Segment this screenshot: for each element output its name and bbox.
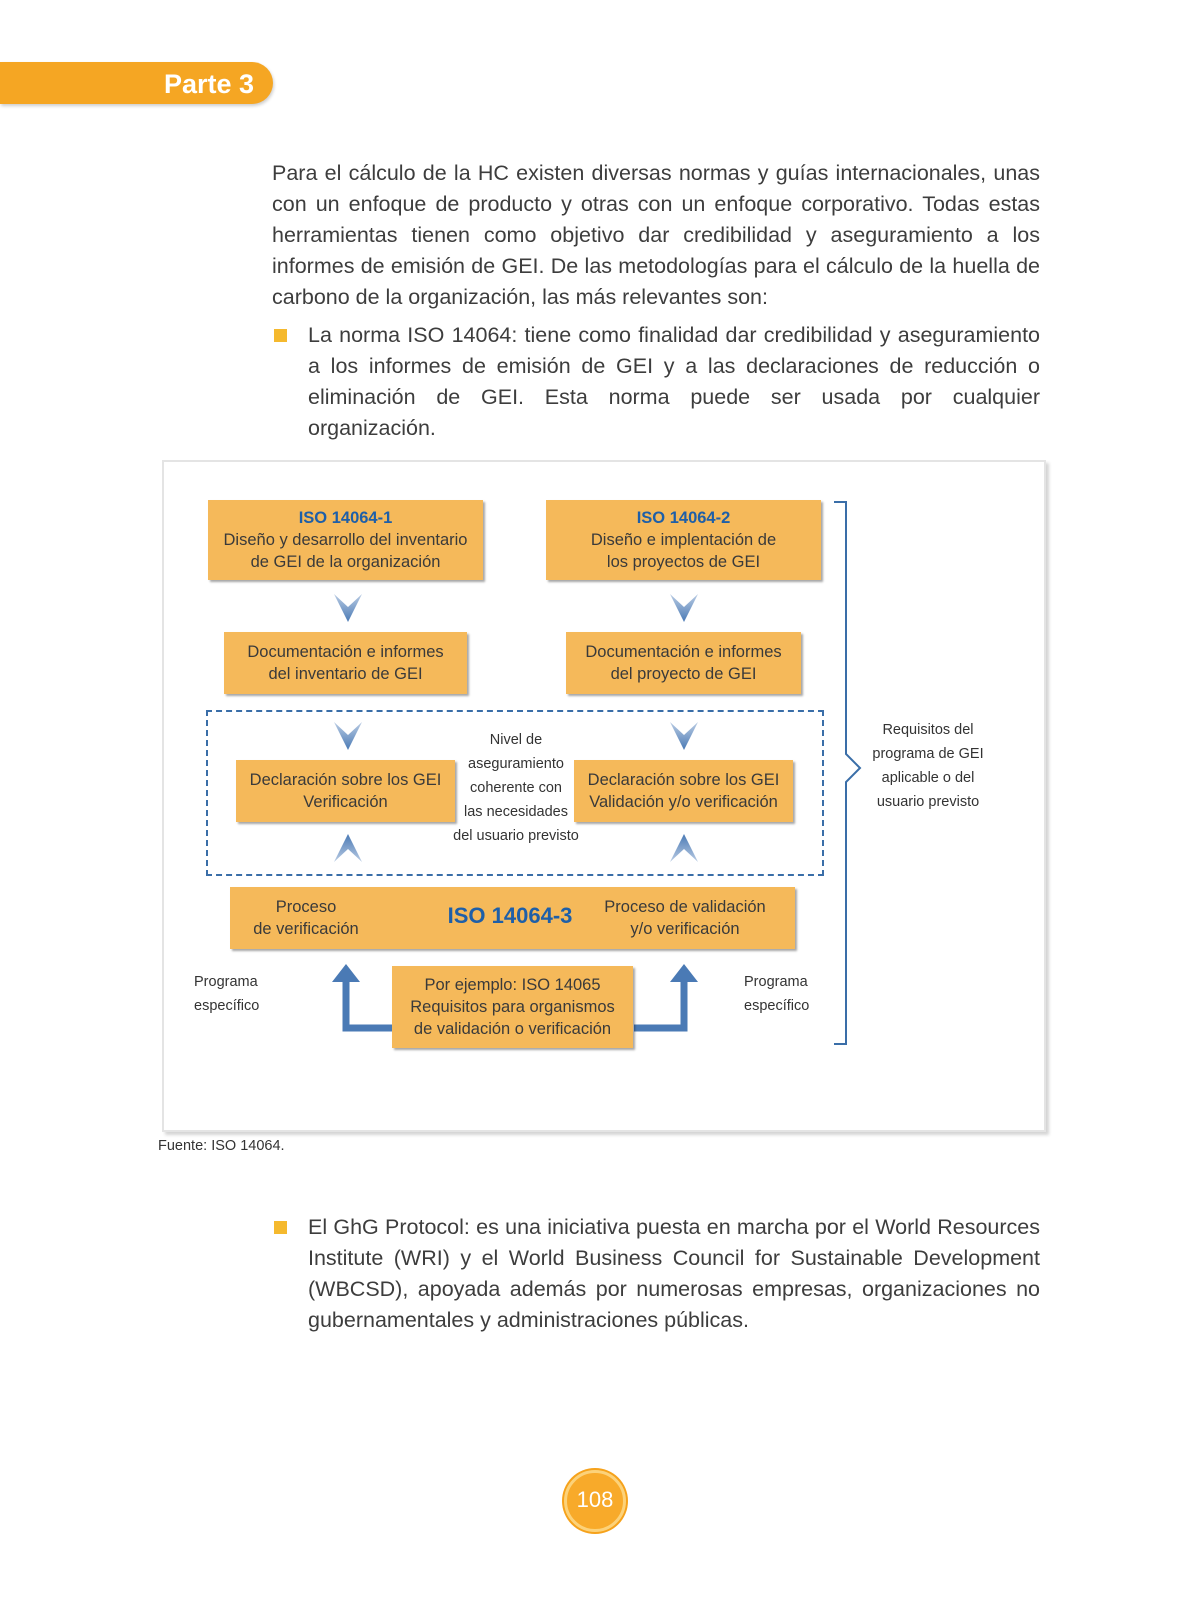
intro-paragraph: Para el cálculo de la HC existen diversas normas y guías internacionales, unas con un enfoque de producto y otras con un enfoque corporativo. Todas estas herramientas tienen como objetivo dar credibilidad y aseguramiento a los informes de emisión de GEI. De las metodologías para el cálculo de la huella de carbono de la organización, las más relevantes son: [272,161,1040,309]
box-line: de validación o verificación [413,1020,612,1038]
label-line: específico [744,998,810,1014]
figure-source: Fuente: ISO 14064. [158,1138,285,1154]
proceso-validacion-line: y/o verificación [630,920,740,938]
proceso-validacion-line: Proceso de validación [604,898,766,916]
label-line: usuario previsto [876,794,980,810]
programa-especifico-right [744,970,824,1018]
nivel-line: aseguramiento [468,756,564,772]
arrow-up-left-icon [346,980,394,1028]
label-line: Programa [744,974,808,990]
iso-14064-3-box [230,887,795,949]
label-line: programa de GEI [872,746,984,762]
arrow-down-icon [334,594,362,622]
part-tab [0,62,273,104]
label-line: específico [194,998,260,1014]
label-line: aplicable o del [881,770,975,786]
declaracion-verificacion-box [236,760,455,822]
requisitos-programa-text [868,718,988,814]
arrow-up-right-icon [634,980,684,1028]
box-line: Validación y/o verificación [589,793,778,811]
proceso-verificacion-line: de verificación [253,920,359,938]
arrow-down-icon [670,594,698,622]
box-line: de GEI de la organización [250,553,441,571]
bullet-square-icon [274,1221,287,1234]
nivel-line: coherente con [470,780,562,796]
page-number-badge [564,1470,626,1532]
box-line: los proyectos de GEI [606,553,761,571]
bullet-item [272,320,1040,444]
nivel-line: del usuario previsto [453,828,579,844]
part-label: Parte 3 [164,69,255,99]
doc-inventario-box [224,632,467,694]
label-line: Requisitos del [882,722,974,738]
iso-14065-example-box [392,966,633,1048]
box-line: Diseño y desarrollo del inventario [223,531,468,549]
nivel-line: Nivel de [489,732,543,748]
box-line: Diseño e implentación de [590,531,777,549]
proceso-verificacion-line: Proceso [275,898,337,916]
iso-14064-2-box [546,500,821,580]
page-number: 108 [576,1487,614,1512]
doc-proyecto-box [566,632,801,694]
box-line: Documentación e informes [585,643,782,661]
bullet-text: El GhG Protocol: es una iniciativa puesta en marcha por el World Resources Institute (WRI) y el World Business Council for Sustainable Development (WBCSD), apoyada además por numerosas empresas, organizaciones no gubernamentales y administraciones públicas. [308,1215,1040,1332]
declaracion-validacion-box [574,760,793,822]
bullet-text: La norma ISO 14064: tiene como finalidad dar credibilidad y aseguramiento a los informes de emisión de GEI y a las declaraciones de reducción o eliminación de GEI. Esta norma puede ser usada por cualquier organización. [308,323,1040,440]
iso-14064-1-box [208,500,483,580]
box-title: ISO 14064-2 [636,509,731,527]
box-line: Requisitos para organismos [410,998,615,1016]
box-line: Declaración sobre los GEI [587,771,780,789]
label-line: Programa [194,974,258,990]
box-line: Verificación [303,793,388,811]
bullet-item [272,1212,1040,1336]
box-line: Por ejemplo: ISO 14065 [424,976,601,994]
box-line: del inventario de GEI [268,665,423,683]
bullet-square-icon [274,329,287,342]
iso-14064-3-title: ISO 14064-3 [447,903,573,928]
nivel-aseguramiento-text [448,728,584,848]
box-line: Declaración sobre los GEI [249,771,442,789]
bracket-brace [834,502,860,1044]
nivel-line: las necesidades [464,804,568,820]
diagram-figure [162,460,1046,1132]
box-line: Documentación e informes [247,643,444,661]
programa-especifico-left [194,970,274,1018]
box-title: ISO 14064-1 [298,509,393,527]
box-line: del proyecto de GEI [610,665,757,683]
